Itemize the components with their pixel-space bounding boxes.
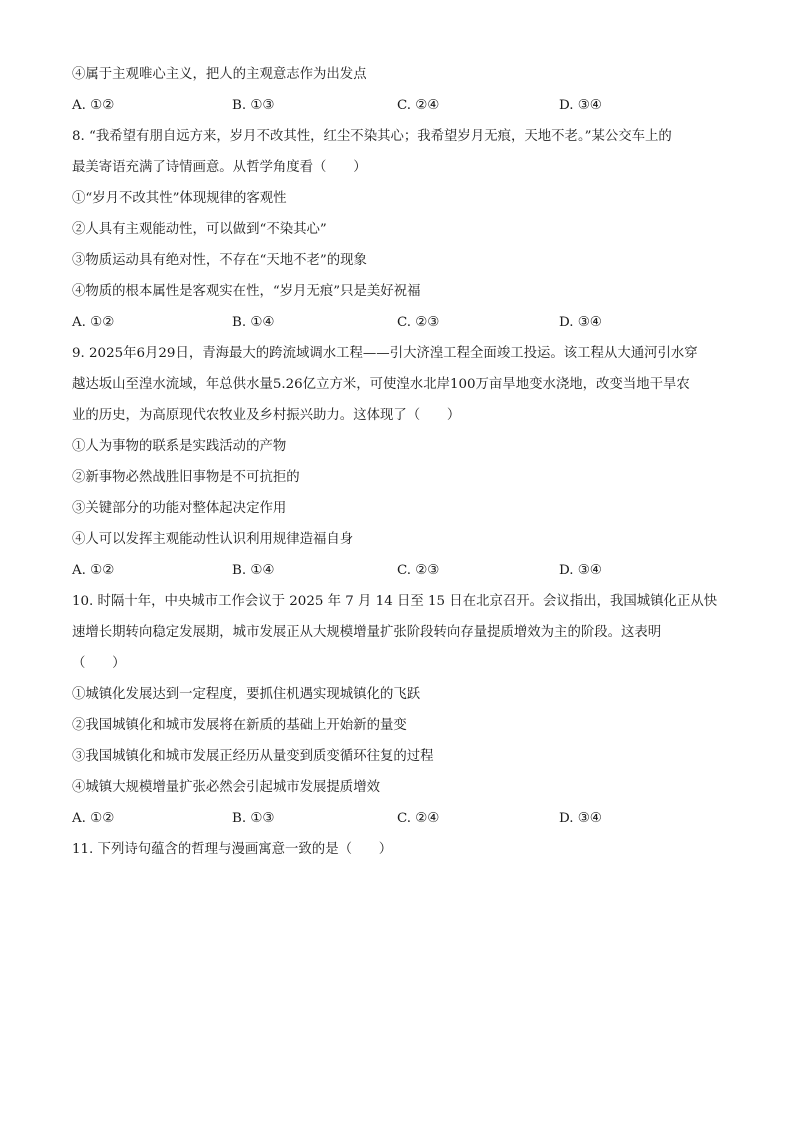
- q9-statement-1: ①人为事物的联系是实践活动的产物: [72, 439, 287, 454]
- q7-option-a[interactable]: A. ①②: [72, 98, 115, 113]
- q8-statement-4: ④物质的根本属性是客观实在性，“岁月无痕”只是美好祝福: [72, 284, 421, 299]
- q10-option-a[interactable]: A. ①②: [72, 811, 115, 826]
- q7-option-d[interactable]: D. ③④: [559, 98, 602, 113]
- q9-option-c[interactable]: C. ②③: [397, 563, 440, 578]
- q9-stem-line-3: 业的历史，为高原现代农牧业及乡村振兴助力。这体现了（ ）: [72, 408, 461, 423]
- exam-page: [72, 64, 722, 870]
- q8-options: [72, 312, 722, 343]
- q7-option-c[interactable]: C. ②④: [397, 98, 440, 113]
- q8-option-a[interactable]: A. ①②: [72, 315, 115, 330]
- q8-option-b[interactable]: B. ①④: [232, 315, 275, 330]
- q8-stem-line-2: 最美寄语充满了诗情画意。从哲学角度看（ ）: [72, 160, 367, 175]
- q8-statement-2: ②人具有主观能动性，可以做到“不染其心”: [72, 222, 327, 237]
- q9-stem-line-2: 越达坂山至湟水流域，年总供水量5.26亿立方米，可使湟水北岸100万亩旱地变水浇地，改变当地干旱农: [72, 377, 690, 392]
- q10-options: [72, 808, 722, 839]
- q8-option-c[interactable]: C. ②③: [397, 315, 440, 330]
- q9-option-d[interactable]: D. ③④: [559, 563, 602, 578]
- q9-stem-line-1: 9. 2025年6月29日，青海最大的跨流域调水工程——引大济湟工程全面竣工投运。该工程从大通河引水穿: [72, 346, 698, 361]
- q10-option-d[interactable]: D. ③④: [559, 811, 602, 826]
- q11-stem-line-1: 11. 下列诗句蕴含的哲理与漫画寓意一致的是（ ）: [72, 842, 393, 857]
- q9-statement-4: ④人可以发挥主观能动性认识利用规律造福自身: [72, 532, 354, 547]
- q10-stem-line-1: 10. 时隔十年，中央城市工作会议于 2025 年 7 月 14 日至 15 日在北京召开。会议指出，我国城镇化正从快: [72, 594, 718, 609]
- q10-option-b[interactable]: B. ①③: [232, 811, 275, 826]
- q8-option-d[interactable]: D. ③④: [559, 315, 602, 330]
- q10-statement-2: ②我国城镇化和城市发展将在新质的基础上开始新的量变: [72, 718, 407, 733]
- q8-statement-3: ③物质运动具有绝对性，不存在“天地不老”的现象: [72, 253, 367, 268]
- q9-option-b[interactable]: B. ①④: [232, 563, 275, 578]
- q10-option-c[interactable]: C. ②④: [397, 811, 440, 826]
- q7-options: [72, 95, 722, 126]
- q10-stem: [72, 591, 722, 684]
- q9-options: [72, 560, 722, 591]
- q7-statement-4: ④属于主观唯心主义，把人的主观意志作为出发点: [72, 67, 367, 82]
- q10-stem-line-2: 速增长期转向稳定发展期，城市发展正从大规模增量扩张阶段转向存量提质增效为主的阶段。这表明: [72, 625, 662, 640]
- q8-statement-1: ①“岁月不改其性”体现规律的客观性: [72, 191, 287, 206]
- q9-option-a[interactable]: A. ①②: [72, 563, 115, 578]
- q9-statement-3: ③关键部分的功能对整体起决定作用: [72, 501, 287, 516]
- q8-stem: [72, 126, 722, 188]
- q8-stem-line-1: 8. “我希望有朋自远方来，岁月不改其性，红尘不染其心；我希望岁月无痕，天地不老。”某公交车上的: [72, 129, 672, 144]
- q10-statement-4: ④城镇大规模增量扩张必然会引起城市发展提质增效: [72, 780, 380, 795]
- q9-statement-2: ②新事物必然战胜旧事物是不可抗拒的: [72, 470, 300, 485]
- q10-statement-3: ③我国城镇化和城市发展正经历从量变到质变循环往复的过程: [72, 749, 434, 764]
- q10-statement-1: ①城镇化发展达到一定程度，要抓住机遇实现城镇化的飞跃: [72, 687, 421, 702]
- q9-stem: [72, 343, 722, 436]
- q10-stem-line-3: （ ）: [72, 656, 126, 671]
- q7-option-b[interactable]: B. ①③: [232, 98, 275, 113]
